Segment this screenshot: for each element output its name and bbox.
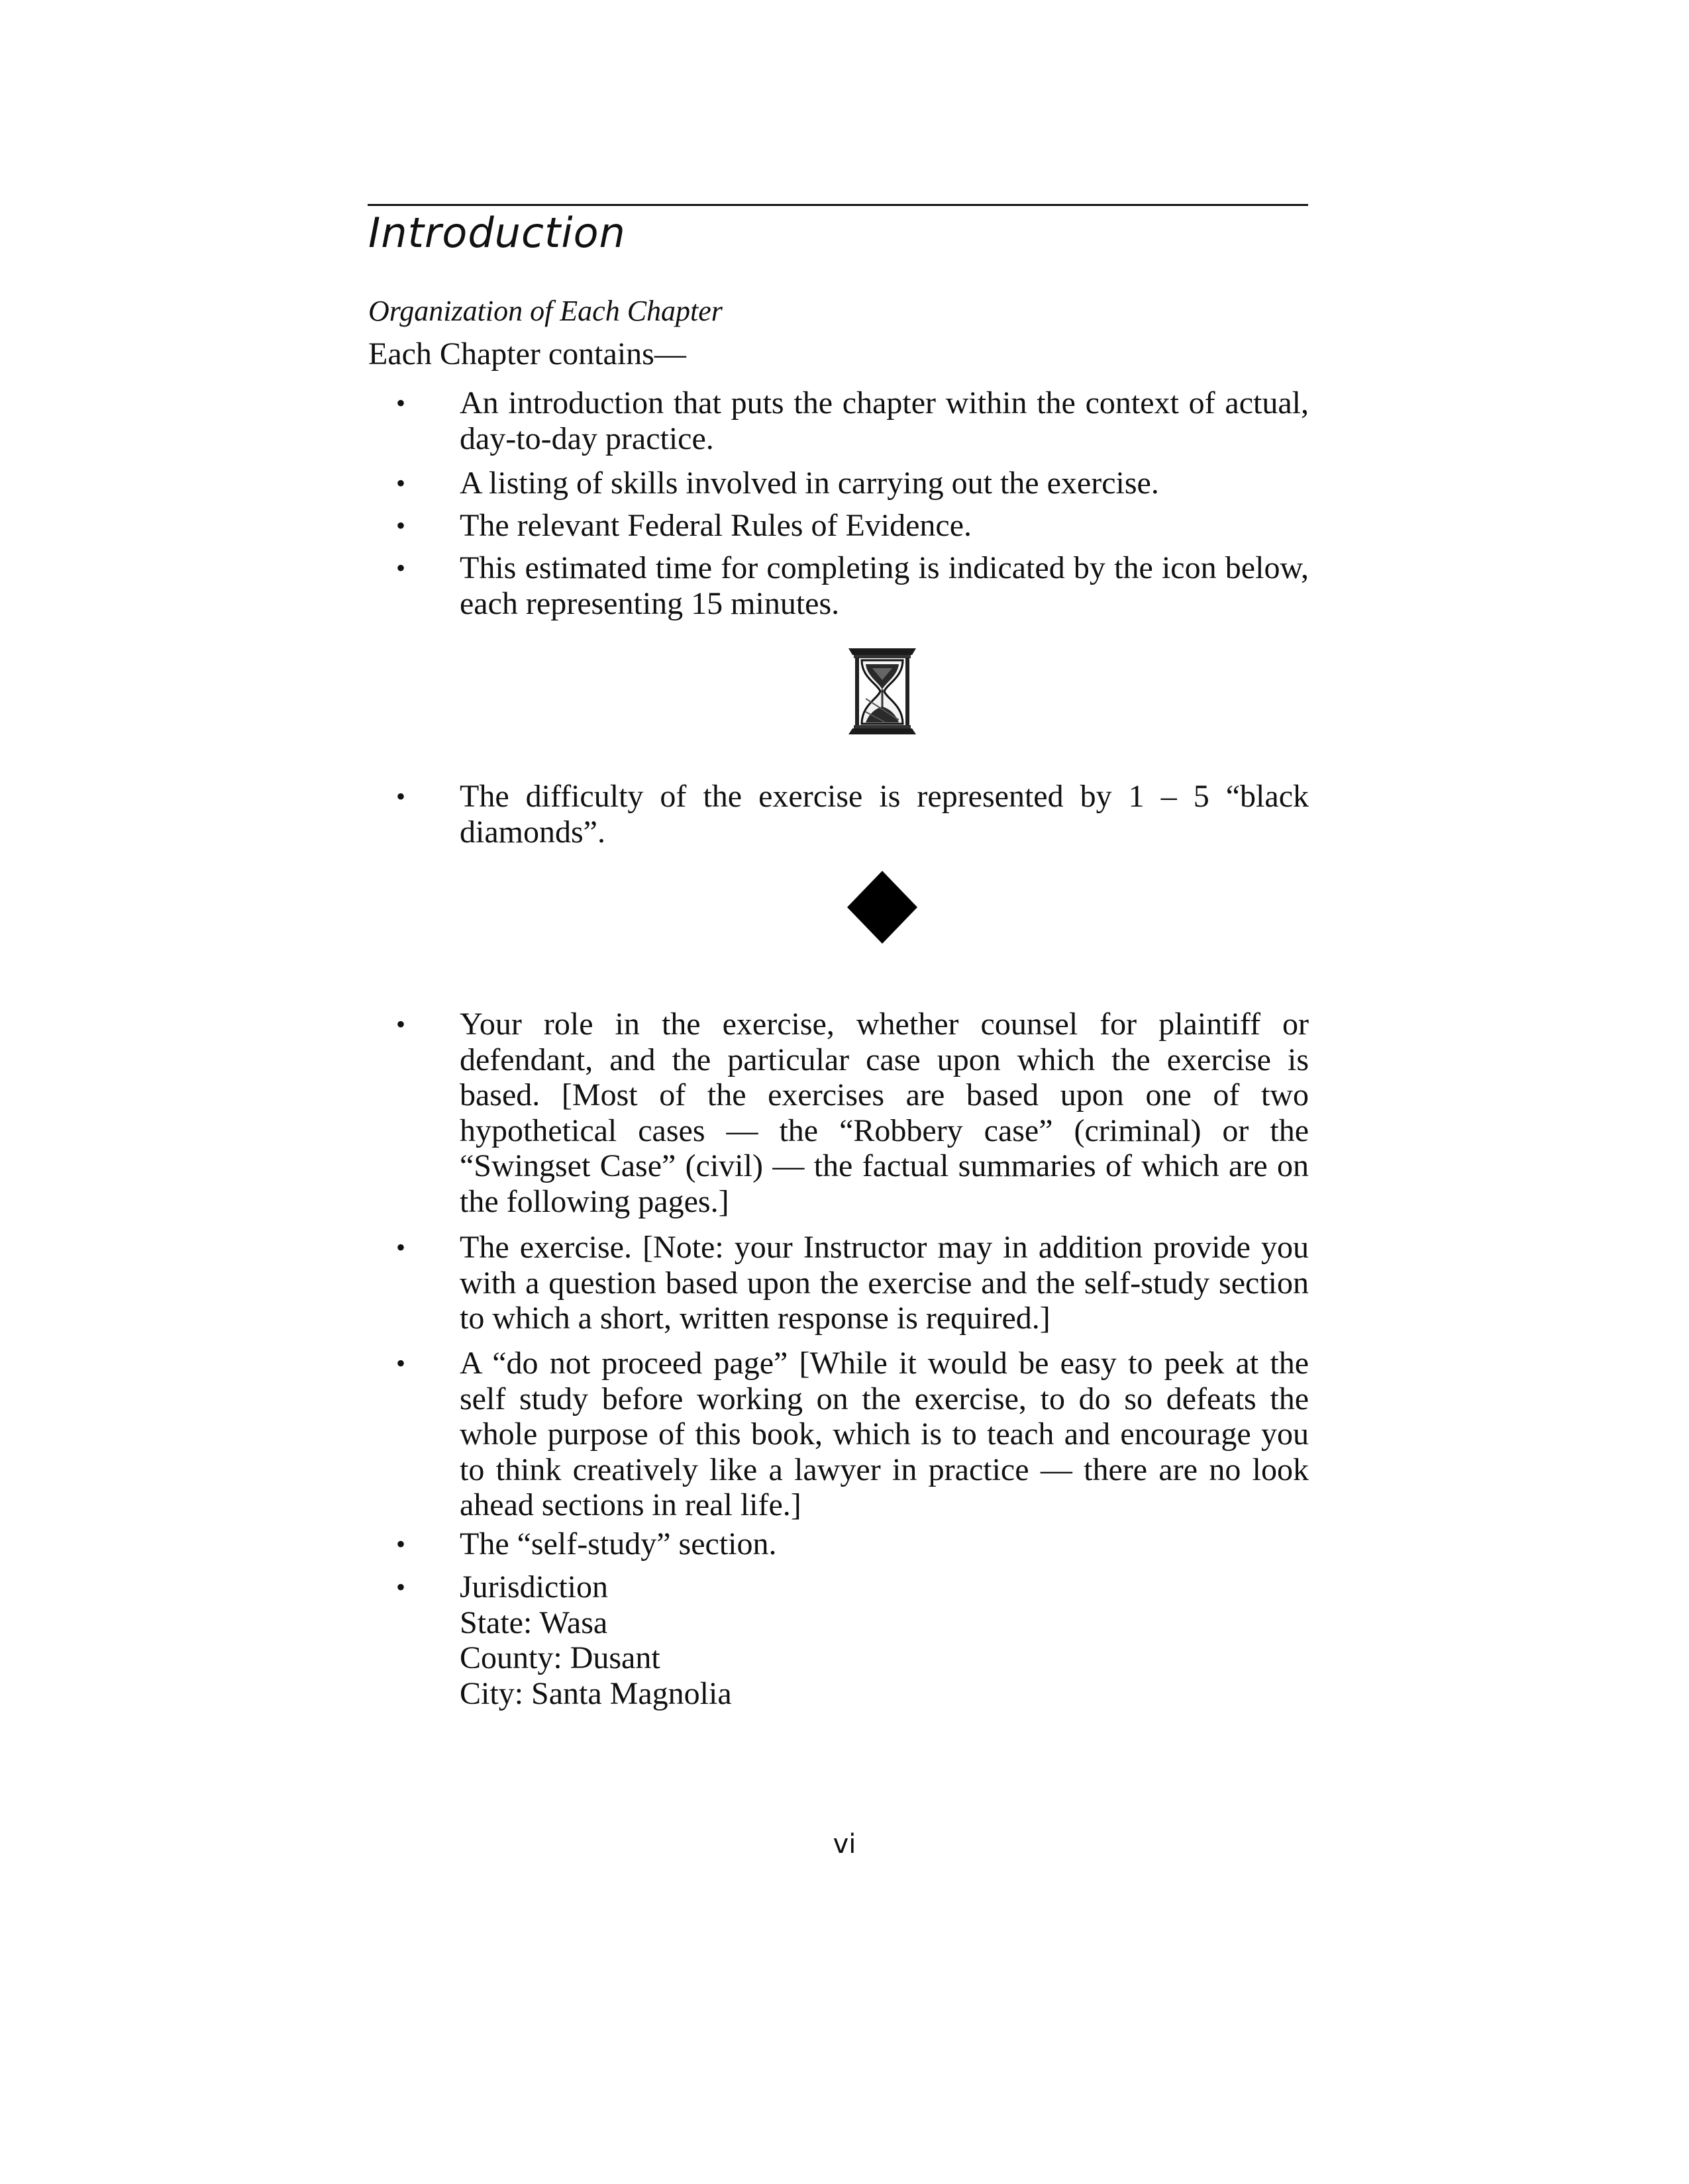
- bullet: •: [396, 781, 406, 811]
- list-item-text: The difficulty of the exercise is represented by 1 – 5 “black diamonds”.: [460, 779, 1309, 850]
- page-title: Introduction: [368, 209, 626, 257]
- list-item-text: This estimated time for completing is indicated by the icon below, each representing 15 minutes.: [460, 550, 1309, 621]
- jurisdiction-county: County: Dusant: [460, 1640, 660, 1675]
- bullet: •: [396, 1572, 406, 1602]
- list-item-text: The relevant Federal Rules of Evidence.: [460, 508, 972, 543]
- section-subheading: Organization of Each Chapter: [368, 295, 723, 327]
- jurisdiction-heading: Jurisdiction: [460, 1569, 608, 1605]
- bullet: •: [396, 1009, 406, 1039]
- bullet: •: [396, 1232, 406, 1262]
- title-rule: [368, 204, 1308, 206]
- jurisdiction-state: State: Wasa: [460, 1605, 608, 1640]
- bullet: •: [396, 468, 406, 498]
- bullet: •: [396, 1529, 406, 1559]
- list-item-text: A “do not proceed page” [While it would be easy to peek at the self study before working on the exercise, to do so defeats the whole purpose of this book, which is to teach and encourage you to think creatively like a lawyer in practice — there are no look ahead sections in real life.]: [460, 1346, 1309, 1522]
- list-item-text: A listing of skills involved in carrying out the exercise.: [460, 466, 1159, 501]
- list-item-text: An introduction that puts the chapter within the context of actual, day-to-day practice.: [460, 385, 1309, 456]
- bullet: •: [396, 553, 406, 583]
- bullet: •: [396, 1348, 406, 1378]
- black-diamond-icon: [846, 869, 919, 945]
- bullet: •: [396, 511, 406, 540]
- list-item-text: The “self-study” section.: [460, 1526, 777, 1562]
- list-item-text: Your role in the exercise, whether counsel for plaintiff or defendant, and the particular case upon which the exercise is based. [Most of the exercises are based upon one of two hypothetical cases — the “Robbery case” (criminal) or the “Swingset Case” (civil) — the factual summaries of which are on the following pages.]: [460, 1007, 1309, 1219]
- lead-text: Each Chapter contains—: [368, 336, 686, 372]
- bullet: •: [396, 388, 406, 418]
- jurisdiction-block: [460, 1569, 1309, 1711]
- page-number: vi: [833, 1829, 856, 1860]
- hourglass-icon: [846, 646, 919, 737]
- jurisdiction-city: City: Santa Magnolia: [460, 1675, 732, 1711]
- list-item-text: The exercise. [Note: your Instructor may in addition provide you with a question based upon the exercise and the self-study section to which a short, written response is required.]: [460, 1230, 1309, 1336]
